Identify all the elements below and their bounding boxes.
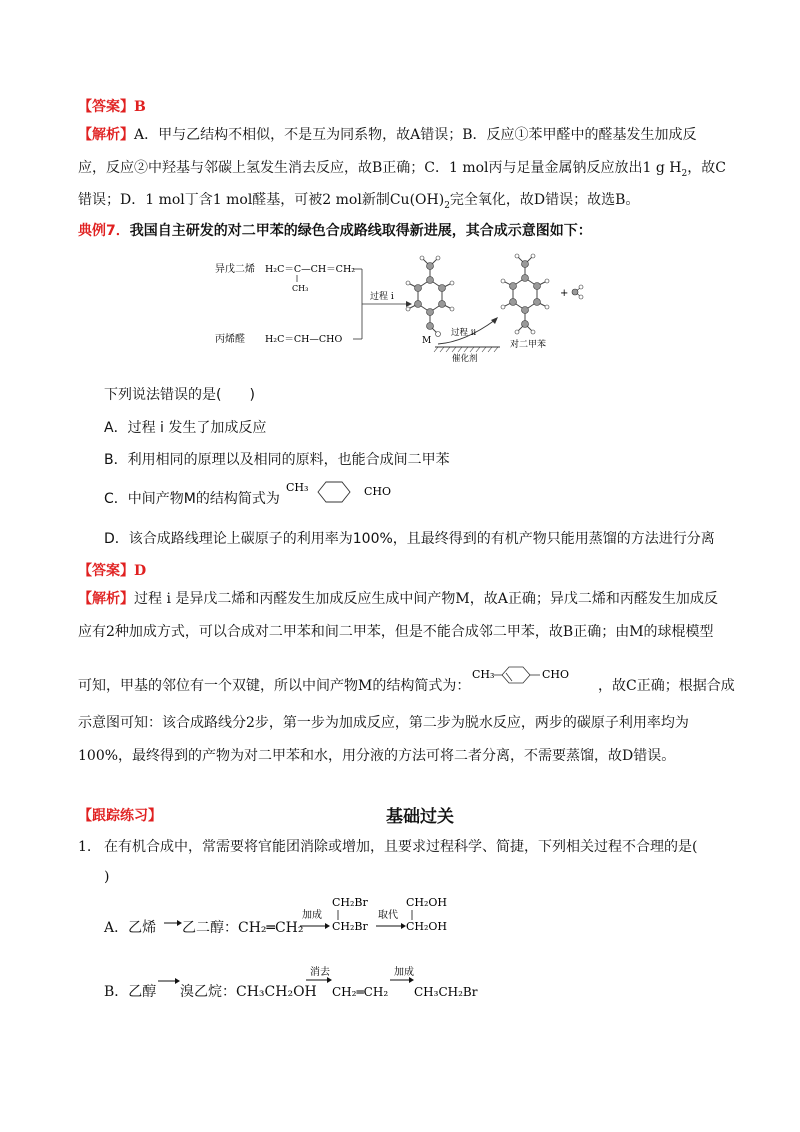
answer-label: 【答案】	[78, 99, 134, 115]
analysis-line	[78, 125, 697, 145]
example-text: 我国自主研发的对二甲苯的绿色合成路线取得新进展，其合成示意图如下：	[129, 223, 592, 239]
plus-sign: +	[560, 288, 569, 299]
methyl-group: CH₃	[286, 481, 309, 494]
option-a-label: A．乙烯	[104, 920, 157, 936]
q1-option-b	[104, 982, 156, 1002]
analysis-text: 可知，甲基的邻位有一个双键，所以中间产物M的结构简式为：	[78, 678, 471, 694]
analysis-line	[78, 622, 714, 642]
diol-bottom: CH₂OH	[406, 920, 448, 933]
option-b-label: B．乙醇	[104, 984, 157, 1000]
option-a-text: 乙二醇：CH₂═CH₂	[182, 920, 304, 936]
analysis-text: ，故C正确；根据合成	[598, 678, 735, 694]
option-d: D．该合成路线理论上碳原子的利用率为100%，且最终得到的有机产物只能用蒸馏的方法进行分离	[104, 531, 715, 547]
intermediate-label: M	[422, 336, 432, 346]
reaction-a	[298, 892, 468, 940]
ring-icon	[318, 482, 350, 502]
option-b: B．利用相同的原理以及相同的原料，也能合成间二甲苯	[104, 452, 450, 468]
analysis-line: 100%，最终得到的产物为对二甲苯和水，用分液的方法可将二者分离，不需要蒸馏，故D错误。	[78, 748, 676, 764]
option-c-text: C．中间产物M的结构简式为	[104, 491, 280, 507]
answer-line-2	[78, 561, 146, 581]
ring-icon	[502, 667, 530, 683]
option-c	[104, 489, 280, 509]
analysis-line: 示意图可知：该合成路线分2步，第一步为加成反应，第二步为脱水反应，两步的碳原子利用率均为	[78, 715, 689, 731]
structure-m-option-c	[286, 478, 406, 508]
example-label: 典例7．	[78, 223, 130, 239]
analysis-line	[78, 676, 470, 696]
catalyst-label: 催化剂	[452, 354, 478, 364]
answer-line-1	[78, 97, 146, 117]
ethylene: CH₂═CH₂	[332, 985, 389, 999]
example-heading	[78, 221, 592, 241]
answer-label: 【答案】	[78, 563, 134, 579]
step-label: 加成	[302, 910, 322, 921]
option-a: A．过程 i 发生了加成反应	[104, 420, 267, 436]
q1-option-a	[104, 918, 156, 938]
process-1-label: 过程 i	[370, 292, 394, 302]
subscript: 2	[681, 168, 688, 179]
acrolein-formula: H₂C＝CH—CHO	[265, 334, 343, 345]
question-1-text-cont: )	[104, 869, 110, 885]
product-label: 对二甲苯	[510, 340, 547, 350]
dibromide-top: CH₂Br	[332, 896, 368, 909]
analysis-text: 应有2种加成方式，可以合成对二甲苯和间二甲苯，但是不能合成邻二甲苯，故B正确；由M的球棍模型	[78, 624, 714, 640]
step-label: 消去	[310, 967, 330, 978]
question-number: 1.	[78, 839, 92, 855]
isoprene-formula: H₂C＝C—CH＝CH₂	[265, 264, 356, 275]
subscript: 2	[444, 200, 450, 211]
structure-m-analysis	[472, 665, 592, 691]
analysis-text: 完全氧化，故D错误；故选B。	[449, 192, 640, 208]
question-stem: 下列说法错误的是( )	[104, 387, 255, 403]
answer-value: D	[134, 563, 147, 579]
analysis-line	[78, 589, 718, 609]
question-1-text: 在有机合成中，常需要将官能团消除或增加，且要求过程科学、简捷，下列相关过程不合理的是(	[104, 839, 698, 855]
dibromide-bottom: CH₂Br	[332, 920, 368, 933]
analysis-line	[78, 190, 639, 216]
analysis-text: ，故C	[687, 160, 726, 176]
practice-label-text: 【跟踪练习】	[78, 808, 162, 824]
isoprene-name: 异戊二烯	[215, 264, 255, 275]
analysis-text: A．甲与乙结构不相似，不是互为同系物，故A错误；B．反应①苯甲醛中的醛基发生加成反	[134, 127, 697, 143]
reaction-b	[306, 965, 486, 1005]
synthesis-scheme	[210, 250, 610, 365]
bromoethane: CH₃CH₂Br	[414, 985, 478, 999]
water-molecule-icon	[572, 289, 578, 295]
methyl-group: CH₃	[472, 668, 495, 681]
acrolein-name: 丙烯醛	[215, 334, 245, 345]
aldehyde-group: CHO	[364, 485, 392, 498]
section-title: 基础过关	[386, 807, 454, 827]
analysis-label: 【解析】	[78, 127, 134, 143]
step-label: 取代	[378, 910, 398, 921]
process-2-label: 过程 ii	[451, 328, 477, 338]
aldehyde-group: CHO	[542, 668, 570, 681]
analysis-text: 过程 i 是异戊二烯和丙醛发生加成反应生成中间产物M，故A正确；异戊二烯和丙醛发生加成反	[134, 591, 718, 607]
step-label: 加成	[394, 967, 414, 978]
option-b-text: 溴乙烷：CH₃CH₂OH	[180, 984, 317, 1000]
analysis-line	[78, 158, 726, 184]
arrow-icon	[164, 915, 182, 929]
analysis-label: 【解析】	[78, 591, 134, 607]
analysis-text: 应，反应②中羟基与邻碳上氢发生消去反应，故B正确；C．1 mol丙与足量金属钠反应放出1 g H	[78, 160, 682, 176]
analysis-text: 错误；D．1 mol丁含1 mol醛基，可被2 mol新制Cu(OH)	[78, 192, 445, 208]
diol-top: CH₂OH	[406, 896, 448, 909]
arrow-icon	[158, 975, 180, 989]
isoprene-methyl: CH₃	[292, 284, 309, 293]
answer-value: B	[134, 99, 146, 115]
